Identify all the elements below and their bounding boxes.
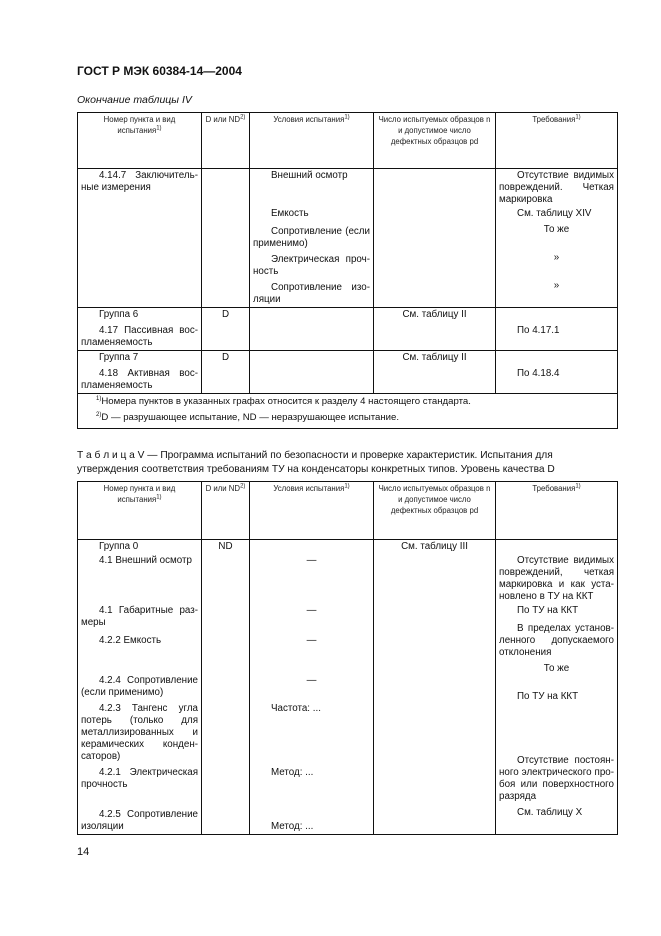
d-nd-cell [202,169,250,308]
sample-count-cell [374,169,496,308]
table-header-row [78,482,618,540]
table-caption: Т а б л и ц а V — Программа испытаний по безопасности и проверке характеристик. Испытания для утверждения соответствия требованиям ТУ на конденсаторы конкретных типов. Уровень качества D [77,450,555,475]
test-table-v [77,481,618,835]
requirements-cell: По 4.18.4 [496,351,618,394]
footnote-2: $^{2)}$D — разрушающее испытание, ND — неразрушающее испытание. [96,411,400,423]
table-header-row [78,113,618,169]
column-header: D или ND$^{2)}$ [202,113,250,169]
page-number: 14 [77,846,90,858]
test-item-cell: Группа 0 4.1 Внешний осмотр 4.1 Габаритные раз- меры 4.2.2 Емкость 4.2.4 Сопротивление (если применимо) 4.2.3 Тангенс угла потерь (только для металлизированных и керамических конден- саторов) 4.2.1 Электрическая прочность 4.2.5 Сопротивление изоляции [78,540,202,835]
column-header: Условия испытания$^{1)}$ [250,482,374,540]
conditions-cell [250,308,374,351]
table-row [78,169,618,308]
test-item-cell: Группа 6 4.17 Пассивная вос- пламеняемость [78,308,202,351]
table-notes-row [78,394,618,429]
conditions-cell [250,351,374,394]
test-item-cell: 4.14.7 Заключитель- ные измерения [78,169,202,308]
document-header: ГОСТ Р МЭК 60384-14—2004 [77,64,242,78]
test-item-cell: Группа 7 4.18 Активная вос- пламеняемость [78,351,202,394]
column-header: Требования$^{1)}$ [496,482,618,540]
d-nd-cell: ND [202,540,250,835]
footnote-1: $^{1)}$Номера пунктов в указанных графах относится к разделу 4 настоящего стандарта. [96,395,471,407]
sample-count-cell: См. таблицу II [374,351,496,394]
requirements-cell: По 4.17.1 [496,308,618,351]
requirements-cell: Отсутствие видимых повреждений. Четкая маркировка См. таблицу XIV То же » » [496,169,618,308]
column-header: Номер пункта и вид испытания$^{1)}$ [78,482,202,540]
sample-count-cell: См. таблицу II [374,308,496,351]
column-header: Требования$^{1)}$ [496,113,618,169]
requirements-cell: Отсутствие видимых повреждений, четкая маркировка и как уста- новлено в ТУ на ККТ По ТУ на ККТ В пределах установ- ленного допускаемого отклонения То же По ТУ на ККТ Отсутствие постоян- ного электрического про- боя или поверхностного разряда См. таблицу X [496,540,618,835]
table-row [78,308,618,351]
table-notes [78,394,618,429]
d-nd-cell: D [202,351,250,394]
d-nd-cell: D [202,308,250,351]
column-header: Число испытуемых образцов n и допустимое число дефектных образцов pd [374,482,496,540]
column-header: Номер пункта и вид испытания$^{1)}$ [78,113,202,169]
table-row [78,351,618,394]
conditions-cell: Внешний осмотр Емкость Сопротивление (если применимо) Электрическая проч- ность Сопротивление изо- ляции [250,169,374,308]
column-header: Число испытуемых образцов n и допустимое число дефектных образцов pd [374,113,496,169]
conditions-cell: — — — — Частота: ... Метод: ... Метод: ... [250,540,374,835]
column-header: Условия испытания$^{1)}$ [250,113,374,169]
table-caption: Окончание таблицы IV [77,94,192,106]
test-table-iv [77,112,618,429]
column-header: D или ND$^{2)}$ [202,482,250,540]
sample-count-cell: См. таблицу III [374,540,496,835]
table-row [78,540,618,835]
